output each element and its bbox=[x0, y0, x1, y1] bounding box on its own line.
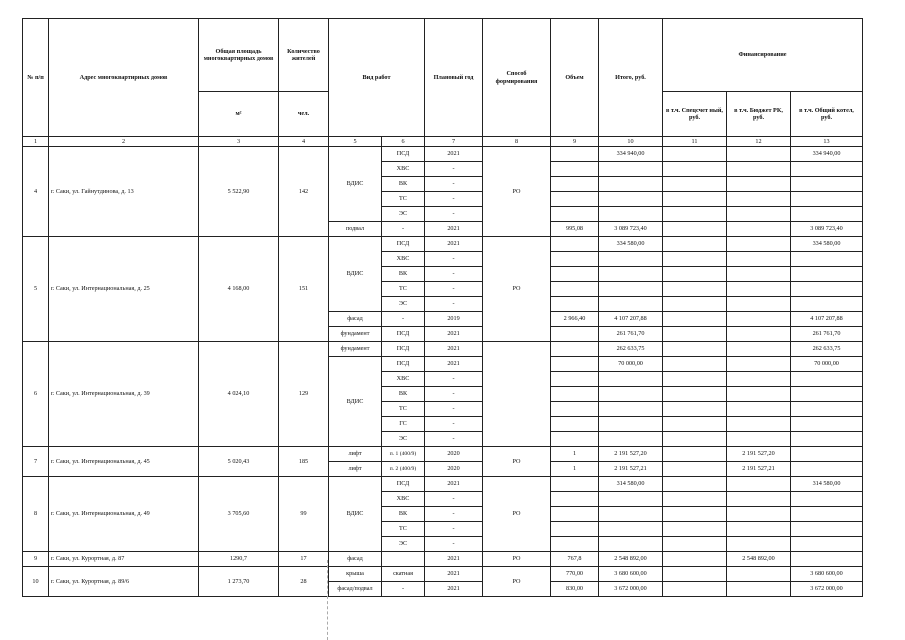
house-residents: 28 bbox=[279, 567, 329, 597]
header-volume: Объем bbox=[551, 19, 599, 137]
volume-cell bbox=[551, 432, 599, 447]
plan-year-cell: 2021 bbox=[425, 327, 483, 342]
total-cell: 334 940,00 bbox=[599, 147, 663, 162]
work-type: фундамент bbox=[329, 342, 382, 357]
total-cell: 3 680 600,00 bbox=[599, 567, 663, 582]
work-item: ГС bbox=[382, 417, 425, 432]
volume-cell bbox=[551, 492, 599, 507]
fin-special-cell bbox=[663, 537, 727, 552]
header-residents: Количество жителей bbox=[279, 19, 329, 92]
total-cell bbox=[599, 207, 663, 222]
fin-budget-cell bbox=[727, 342, 791, 357]
volume-cell bbox=[551, 147, 599, 162]
plan-year-cell: - bbox=[425, 252, 483, 267]
fin-special-cell bbox=[663, 282, 727, 297]
work-type: фасад bbox=[329, 312, 382, 327]
total-cell bbox=[599, 252, 663, 267]
house-num: 6 bbox=[23, 342, 49, 447]
fin-budget-cell bbox=[727, 327, 791, 342]
column-number: 6 bbox=[382, 137, 425, 147]
fin-budget-cell bbox=[727, 387, 791, 402]
house-address: г. Саки, ул. Интернациональная, д. 25 bbox=[49, 237, 199, 342]
volume-cell bbox=[551, 192, 599, 207]
header-num: № п/п bbox=[23, 19, 49, 137]
total-cell: 2 191 527,21 bbox=[599, 462, 663, 477]
fin-special-cell bbox=[663, 207, 727, 222]
volume-cell bbox=[551, 207, 599, 222]
table-row bbox=[23, 237, 863, 252]
column-number: 3 bbox=[199, 137, 279, 147]
fin-special-cell bbox=[663, 507, 727, 522]
header-area-unit: м² bbox=[199, 92, 279, 137]
total-cell: 4 107 207,88 bbox=[599, 312, 663, 327]
fin-special-cell bbox=[663, 492, 727, 507]
house-area: 5 020,43 bbox=[199, 447, 279, 477]
column-number: 10 bbox=[599, 137, 663, 147]
house-area: 4 168,00 bbox=[199, 237, 279, 342]
plan-year-cell: - bbox=[425, 282, 483, 297]
work-item: ЭС bbox=[382, 537, 425, 552]
volume-cell bbox=[551, 387, 599, 402]
total-cell bbox=[599, 492, 663, 507]
fin-common-cell bbox=[791, 402, 863, 417]
plan-year-cell: - bbox=[425, 507, 483, 522]
fin-budget-cell: 2 191 527,20 bbox=[727, 447, 791, 462]
total-cell: 70 000,00 bbox=[599, 357, 663, 372]
work-item: п. 2 (400/9) bbox=[382, 462, 425, 477]
fin-budget-cell bbox=[727, 492, 791, 507]
work-item: ПСД bbox=[382, 237, 425, 252]
plan-year-cell: - bbox=[425, 432, 483, 447]
volume-cell: 995,08 bbox=[551, 222, 599, 237]
work-item: ХВС bbox=[382, 492, 425, 507]
fin-common-cell bbox=[791, 447, 863, 462]
column-number: 8 bbox=[483, 137, 551, 147]
fin-common-cell: 4 107 207,88 bbox=[791, 312, 863, 327]
fin-common-cell: 262 633,75 bbox=[791, 342, 863, 357]
fin-budget-cell bbox=[727, 222, 791, 237]
work-item: ЭС bbox=[382, 432, 425, 447]
formation-cell: РО bbox=[483, 237, 551, 342]
plan-year-cell: 2021 bbox=[425, 357, 483, 372]
plan-year-cell: - bbox=[425, 177, 483, 192]
total-cell: 314 580,00 bbox=[599, 477, 663, 492]
capital-repair-table bbox=[22, 18, 863, 597]
work-item: ВК bbox=[382, 177, 425, 192]
total-cell bbox=[599, 507, 663, 522]
fin-budget-cell bbox=[727, 282, 791, 297]
table-row bbox=[23, 342, 863, 357]
total-cell bbox=[599, 192, 663, 207]
fin-common-cell bbox=[791, 537, 863, 552]
house-residents: 129 bbox=[279, 342, 329, 447]
work-item: ТС bbox=[382, 192, 425, 207]
column-number: 2 bbox=[49, 137, 199, 147]
plan-year-cell: 2021 bbox=[425, 237, 483, 252]
volume-cell: 2 966,40 bbox=[551, 312, 599, 327]
fin-common-cell bbox=[791, 252, 863, 267]
fin-budget-cell bbox=[727, 147, 791, 162]
fin-special-cell bbox=[663, 372, 727, 387]
fin-budget-cell bbox=[727, 477, 791, 492]
fin-budget-cell bbox=[727, 522, 791, 537]
work-type: фундамент bbox=[329, 327, 382, 342]
fin-special-cell bbox=[663, 297, 727, 312]
volume-cell bbox=[551, 177, 599, 192]
formation-cell: РО bbox=[483, 447, 551, 477]
fin-common-cell bbox=[791, 552, 863, 567]
fin-common-cell bbox=[791, 192, 863, 207]
fin-special-cell bbox=[663, 387, 727, 402]
house-area: 3 705,60 bbox=[199, 477, 279, 552]
volume-cell bbox=[551, 327, 599, 342]
column-number: 1 bbox=[23, 137, 49, 147]
work-item: ВК bbox=[382, 507, 425, 522]
fin-common-cell bbox=[791, 507, 863, 522]
plan-year-cell: - bbox=[425, 192, 483, 207]
page-divider bbox=[327, 560, 328, 640]
work-group: ВДИС bbox=[329, 147, 382, 222]
work-item: ТС bbox=[382, 402, 425, 417]
house-address: г. Саки, ул. Гайнутдинова, д. 13 bbox=[49, 147, 199, 237]
fin-budget-cell: 2 191 527,21 bbox=[727, 462, 791, 477]
work-item: ЭС bbox=[382, 207, 425, 222]
header-residents-unit: чел. bbox=[279, 92, 329, 137]
fin-budget-cell bbox=[727, 177, 791, 192]
house-num: 8 bbox=[23, 477, 49, 552]
total-cell bbox=[599, 417, 663, 432]
fin-special-cell bbox=[663, 522, 727, 537]
fin-common-cell bbox=[791, 177, 863, 192]
fin-budget-cell bbox=[727, 207, 791, 222]
column-number: 11 bbox=[663, 137, 727, 147]
work-item: - bbox=[382, 582, 425, 597]
column-number: 9 bbox=[551, 137, 599, 147]
header-work-type: Вид работ bbox=[329, 19, 425, 137]
total-cell bbox=[599, 282, 663, 297]
house-residents: 151 bbox=[279, 237, 329, 342]
volume-cell bbox=[551, 417, 599, 432]
plan-year-cell: 2020 bbox=[425, 462, 483, 477]
plan-year-cell: - bbox=[425, 387, 483, 402]
header-plan-year: Плановый год bbox=[425, 19, 483, 137]
fin-common-cell bbox=[791, 432, 863, 447]
fin-common-cell bbox=[791, 492, 863, 507]
work-item: ТС bbox=[382, 282, 425, 297]
fin-budget-cell bbox=[727, 237, 791, 252]
plan-year-cell: 2021 bbox=[425, 552, 483, 567]
fin-budget-cell bbox=[727, 372, 791, 387]
volume-cell: 1 bbox=[551, 447, 599, 462]
formation-cell: РО bbox=[483, 147, 551, 237]
fin-special-cell bbox=[663, 237, 727, 252]
house-num: 9 bbox=[23, 552, 49, 567]
work-item: ХВС bbox=[382, 372, 425, 387]
plan-year-cell: 2021 bbox=[425, 222, 483, 237]
formation-cell: РО bbox=[483, 552, 551, 567]
volume-cell bbox=[551, 252, 599, 267]
total-cell: 3 672 000,00 bbox=[599, 582, 663, 597]
volume-cell bbox=[551, 537, 599, 552]
volume-cell bbox=[551, 522, 599, 537]
house-address: г. Саки, ул. Интернациональная, д. 45 bbox=[49, 447, 199, 477]
fin-special-cell bbox=[663, 252, 727, 267]
house-num: 5 bbox=[23, 237, 49, 342]
total-cell bbox=[599, 537, 663, 552]
column-number: 4 bbox=[279, 137, 329, 147]
plan-year-cell: - bbox=[425, 402, 483, 417]
fin-budget-cell bbox=[727, 162, 791, 177]
total-cell: 262 633,75 bbox=[599, 342, 663, 357]
total-cell bbox=[599, 162, 663, 177]
fin-common-cell bbox=[791, 282, 863, 297]
fin-special-cell bbox=[663, 147, 727, 162]
fin-budget-cell bbox=[727, 192, 791, 207]
work-item: ХВС bbox=[382, 252, 425, 267]
header-fin-special: в т.ч. Спецсчет ный, руб. bbox=[663, 92, 727, 137]
fin-common-cell: 334 580,00 bbox=[791, 237, 863, 252]
house-area: 1 273,70 bbox=[199, 567, 279, 597]
volume-cell: 1 bbox=[551, 462, 599, 477]
fin-budget-cell bbox=[727, 312, 791, 327]
fin-common-cell: 70 000,00 bbox=[791, 357, 863, 372]
volume-cell bbox=[551, 297, 599, 312]
house-residents: 185 bbox=[279, 447, 329, 477]
fin-budget-cell bbox=[727, 402, 791, 417]
fin-special-cell bbox=[663, 312, 727, 327]
work-item: ПСД bbox=[382, 327, 425, 342]
house-address: г. Саки, ул. Курортная, д. 87 bbox=[49, 552, 199, 567]
total-cell bbox=[599, 522, 663, 537]
plan-year-cell: 2021 bbox=[425, 582, 483, 597]
fin-common-cell: 334 940,00 bbox=[791, 147, 863, 162]
column-number-row bbox=[23, 137, 863, 147]
fin-common-cell bbox=[791, 522, 863, 537]
house-area: 5 522,90 bbox=[199, 147, 279, 237]
header-financing: Финансирование bbox=[663, 19, 863, 92]
fin-budget-cell bbox=[727, 267, 791, 282]
work-group: ВДИС bbox=[329, 357, 382, 447]
plan-year-cell: - bbox=[425, 297, 483, 312]
table-row bbox=[23, 447, 863, 462]
work-item: п. 1 (400/9) bbox=[382, 447, 425, 462]
house-num: 4 bbox=[23, 147, 49, 237]
fin-special-cell bbox=[663, 447, 727, 462]
header-fin-common: в т.ч. Общий котел, руб. bbox=[791, 92, 863, 137]
fin-budget-cell bbox=[727, 537, 791, 552]
fin-common-cell bbox=[791, 387, 863, 402]
header-total: Итого, руб. bbox=[599, 19, 663, 137]
house-address: г. Саки, ул. Курортная, д. 89/6 bbox=[49, 567, 199, 597]
volume-cell: 830,00 bbox=[551, 582, 599, 597]
fin-common-cell bbox=[791, 417, 863, 432]
work-item: ХВС bbox=[382, 162, 425, 177]
fin-special-cell bbox=[663, 567, 727, 582]
fin-budget-cell bbox=[727, 357, 791, 372]
fin-special-cell bbox=[663, 177, 727, 192]
house-residents: 99 bbox=[279, 477, 329, 552]
plan-year-cell: 2020 bbox=[425, 447, 483, 462]
work-item: ПСД bbox=[382, 342, 425, 357]
header-area: Общая площадь многоквартирных домов bbox=[199, 19, 279, 92]
fin-common-cell bbox=[791, 462, 863, 477]
plan-year-cell: - bbox=[425, 162, 483, 177]
fin-common-cell: 261 761,70 bbox=[791, 327, 863, 342]
fin-special-cell bbox=[663, 267, 727, 282]
house-residents: 142 bbox=[279, 147, 329, 237]
fin-special-cell bbox=[663, 327, 727, 342]
plan-year-cell: 2021 bbox=[425, 147, 483, 162]
volume-cell bbox=[551, 162, 599, 177]
fin-budget-cell bbox=[727, 417, 791, 432]
work-item: - bbox=[382, 312, 425, 327]
header-address: Адрес многоквартирных домов bbox=[49, 19, 199, 137]
plan-year-cell: 2021 bbox=[425, 342, 483, 357]
fin-special-cell bbox=[663, 552, 727, 567]
plan-year-cell: - bbox=[425, 492, 483, 507]
fin-common-cell bbox=[791, 162, 863, 177]
table-row bbox=[23, 552, 863, 567]
fin-budget-cell bbox=[727, 507, 791, 522]
work-type: крыша bbox=[329, 567, 382, 582]
fin-budget-cell bbox=[727, 567, 791, 582]
work-group: ВДИС bbox=[329, 477, 382, 552]
table-row bbox=[23, 477, 863, 492]
volume-cell: 770,00 bbox=[551, 567, 599, 582]
fin-special-cell bbox=[663, 192, 727, 207]
formation-cell bbox=[483, 342, 551, 447]
fin-special-cell bbox=[663, 162, 727, 177]
fin-common-cell bbox=[791, 207, 863, 222]
work-item bbox=[382, 552, 425, 567]
column-number: 7 bbox=[425, 137, 483, 147]
total-cell: 2 191 527,20 bbox=[599, 447, 663, 462]
work-type: фасад/подвал bbox=[329, 582, 382, 597]
plan-year-cell: - bbox=[425, 417, 483, 432]
volume-cell bbox=[551, 507, 599, 522]
house-residents: 17 bbox=[279, 552, 329, 567]
work-item: ВК bbox=[382, 387, 425, 402]
fin-special-cell bbox=[663, 582, 727, 597]
fin-common-cell bbox=[791, 372, 863, 387]
volume-cell bbox=[551, 282, 599, 297]
total-cell bbox=[599, 297, 663, 312]
volume-cell bbox=[551, 237, 599, 252]
plan-year-cell: - bbox=[425, 522, 483, 537]
work-type: лифт bbox=[329, 447, 382, 462]
work-item: ПСД bbox=[382, 477, 425, 492]
work-item: ЭС bbox=[382, 297, 425, 312]
work-item: ТС bbox=[382, 522, 425, 537]
fin-special-cell bbox=[663, 357, 727, 372]
total-cell: 2 548 892,00 bbox=[599, 552, 663, 567]
plan-year-cell: 2021 bbox=[425, 477, 483, 492]
volume-cell bbox=[551, 342, 599, 357]
work-type: лифт bbox=[329, 462, 382, 477]
total-cell bbox=[599, 387, 663, 402]
plan-year-cell: - bbox=[425, 207, 483, 222]
total-cell: 3 089 723,40 bbox=[599, 222, 663, 237]
total-cell bbox=[599, 432, 663, 447]
plan-year-cell: - bbox=[425, 372, 483, 387]
fin-budget-cell bbox=[727, 297, 791, 312]
house-address: г. Саки, ул. Интернациональная, д. 39 bbox=[49, 342, 199, 447]
volume-cell bbox=[551, 357, 599, 372]
fin-budget-cell bbox=[727, 252, 791, 267]
volume-cell bbox=[551, 402, 599, 417]
work-type: подвал bbox=[329, 222, 382, 237]
house-address: г. Саки, ул. Интернациональная, д. 49 bbox=[49, 477, 199, 552]
fin-special-cell bbox=[663, 402, 727, 417]
fin-special-cell bbox=[663, 417, 727, 432]
column-number: 13 bbox=[791, 137, 863, 147]
fin-common-cell bbox=[791, 297, 863, 312]
work-item: скатная bbox=[382, 567, 425, 582]
table-row bbox=[23, 567, 863, 582]
total-cell: 261 761,70 bbox=[599, 327, 663, 342]
fin-budget-cell bbox=[727, 582, 791, 597]
volume-cell bbox=[551, 372, 599, 387]
column-number: 12 bbox=[727, 137, 791, 147]
fin-special-cell bbox=[663, 477, 727, 492]
work-type: фасад bbox=[329, 552, 382, 567]
fin-special-cell bbox=[663, 432, 727, 447]
volume-cell bbox=[551, 267, 599, 282]
work-group: ВДИС bbox=[329, 237, 382, 312]
work-item: ПСД bbox=[382, 147, 425, 162]
house-num: 7 bbox=[23, 447, 49, 477]
formation-cell: РО bbox=[483, 567, 551, 597]
volume-cell: 767,8 bbox=[551, 552, 599, 567]
header-fin-budget: в т.ч. Бюджет РК, руб. bbox=[727, 92, 791, 137]
column-number: 5 bbox=[329, 137, 382, 147]
total-cell bbox=[599, 177, 663, 192]
fin-special-cell bbox=[663, 222, 727, 237]
total-cell bbox=[599, 372, 663, 387]
work-item: - bbox=[382, 222, 425, 237]
fin-special-cell bbox=[663, 342, 727, 357]
house-num: 10 bbox=[23, 567, 49, 597]
table-row bbox=[23, 147, 863, 162]
plan-year-cell: - bbox=[425, 537, 483, 552]
fin-budget-cell bbox=[727, 432, 791, 447]
total-cell: 334 580,00 bbox=[599, 237, 663, 252]
fin-common-cell: 314 580,00 bbox=[791, 477, 863, 492]
fin-special-cell bbox=[663, 462, 727, 477]
total-cell bbox=[599, 402, 663, 417]
work-item: ВК bbox=[382, 267, 425, 282]
plan-year-cell: 2019 bbox=[425, 312, 483, 327]
total-cell bbox=[599, 267, 663, 282]
house-area: 1290,7 bbox=[199, 552, 279, 567]
plan-year-cell: - bbox=[425, 267, 483, 282]
header-formation: Способ формирования bbox=[483, 19, 551, 137]
plan-year-cell: 2021 bbox=[425, 567, 483, 582]
fin-common-cell bbox=[791, 267, 863, 282]
formation-cell: РО bbox=[483, 477, 551, 552]
work-item: ПСД bbox=[382, 357, 425, 372]
house-area: 4 024,10 bbox=[199, 342, 279, 447]
volume-cell bbox=[551, 477, 599, 492]
fin-common-cell: 3 680 600,00 bbox=[791, 567, 863, 582]
fin-budget-cell: 2 548 892,00 bbox=[727, 552, 791, 567]
fin-common-cell: 3 672 000,00 bbox=[791, 582, 863, 597]
fin-common-cell: 3 089 723,40 bbox=[791, 222, 863, 237]
